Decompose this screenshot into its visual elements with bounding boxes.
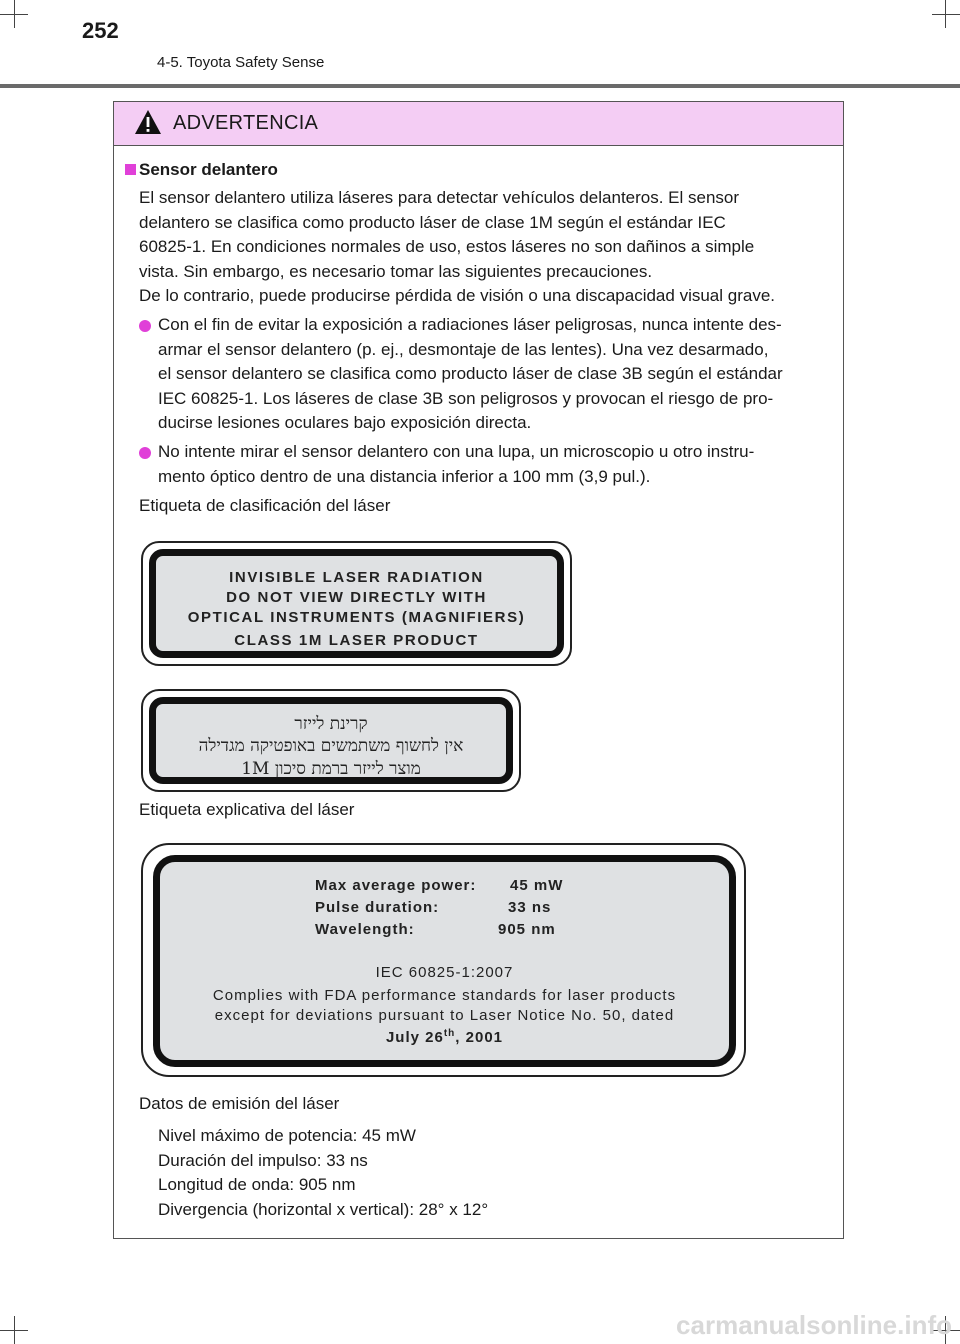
emission-line: Longitud de onda: 905 nm <box>158 1175 356 1194</box>
page-number: 252 <box>82 18 119 43</box>
label-line: INVISIBLE LASER RADIATION <box>229 569 484 586</box>
spec-name: Wavelength: <box>315 921 415 938</box>
emission-line: Duración del impulso: 33 ns <box>158 1150 368 1170</box>
bullet-item <box>158 313 829 436</box>
crop-mark <box>945 0 946 28</box>
bullet-dot-icon <box>139 447 151 459</box>
header-rule <box>0 84 960 88</box>
spec-value: 33 ns <box>508 899 552 916</box>
text-line: el sensor delantero se clasifica como producto láser de clase 3B según el estándar <box>158 364 783 383</box>
spec-name: Max average power: <box>315 877 477 894</box>
spec-value: 905 nm <box>498 921 556 938</box>
text-line: mento óptico dentro de una distancia inferior a 100 mm (3,9 pul.). <box>158 466 651 486</box>
label-line: מוצר לייזר ברמת סיכון 1M <box>241 759 421 779</box>
crop-mark <box>14 0 15 28</box>
watermark: carmanualsonline.info <box>676 1310 952 1340</box>
emission-caption: Datos de emisión del láser <box>139 1094 340 1113</box>
text-line: vista. Sin embargo, es necesario tomar las siguientes precauciones. <box>139 261 653 281</box>
text-line: 60825-1. En condiciones normales de uso, estos láseres no son dañinos a simple <box>139 237 755 256</box>
text-line: Con el fin de evitar la exposición a radiaciones láser peligrosas, nunca intente des- <box>158 315 782 334</box>
spec-compliance: Complies with FDA performance standards for laser products <box>212 987 677 1004</box>
crop-mark <box>932 14 960 15</box>
label-line: OPTICAL INSTRUMENTS (MAGNIFIERS) <box>187 609 526 626</box>
spec-date <box>160 1028 729 1046</box>
explanatory-caption: Etiqueta explicativa del láser <box>139 800 355 819</box>
emission-line: Nivel máximo de potencia: 45 mW <box>158 1126 416 1145</box>
text-line: ducirse lesiones oculares bajo exposición directa. <box>158 413 532 432</box>
label-inner <box>153 855 736 1067</box>
text-line: armar el sensor delantero (p. ej., desmontaje de las lentes). Una vez desarmado, <box>158 339 769 359</box>
hebrew-laser-label <box>141 689 521 792</box>
intro-paragraph <box>139 186 829 309</box>
bullet-dot-icon <box>139 320 151 332</box>
label-inner <box>149 549 564 658</box>
text-line: No intente mirar el sensor delantero con una lupa, un microscopio u otro instru- <box>158 442 755 461</box>
laser-class-label <box>141 541 572 666</box>
emission-list <box>158 1124 488 1222</box>
emission-line: Divergencia (horizontal x vertical): 28° x 12° <box>158 1199 489 1219</box>
text-line: De lo contrario, puede producirse pérdida de visión o una discapacidad visual grave. <box>139 286 775 305</box>
spec-compliance: except for deviations pursuant to Laser Notice No. 50, dated <box>214 1007 675 1024</box>
warning-title: ADVERTENCIA <box>173 112 319 134</box>
text-line: IEC 60825-1. Los láseres de clase 3B son peligrosos y provocan el riesgo de pro- <box>158 388 774 408</box>
crop-mark <box>14 1316 15 1344</box>
spec-date-main: July 26 <box>385 1029 444 1046</box>
section-heading: Sensor delantero <box>139 160 278 179</box>
warning-triangle-icon <box>134 109 162 135</box>
spec-standard: IEC 60825-1:2007 <box>375 964 514 981</box>
spec-name: Pulse duration: <box>315 899 440 916</box>
label-line: CLASS 1M LASER PRODUCT <box>234 632 479 649</box>
label-inner <box>149 697 513 784</box>
label-line: אין לחשוף משתמשים באופטיקה מגדילה <box>198 736 464 756</box>
section-square-icon <box>125 164 136 175</box>
label-line: קרינת לייזר <box>294 714 368 734</box>
text-line: El sensor delantero utiliza láseres para detectar vehículos delanteros. El sensor <box>139 188 740 207</box>
label-line: DO NOT VIEW DIRECTLY WITH <box>226 589 487 606</box>
text-line: delantero se clasifica como producto láser de clase 1M según el estándar IEC <box>139 212 726 232</box>
spec-date-tail: , 2001 <box>455 1029 504 1046</box>
bullet-item <box>158 440 829 489</box>
laser-spec-label <box>141 843 746 1077</box>
spec-value: 45 mW <box>510 877 564 894</box>
section-title: 4-5. Toyota Safety Sense <box>157 54 325 71</box>
warning-header <box>114 102 843 146</box>
classification-caption: Etiqueta de clasificación del láser <box>139 496 391 515</box>
spec-date-sup: th <box>443 1028 456 1039</box>
